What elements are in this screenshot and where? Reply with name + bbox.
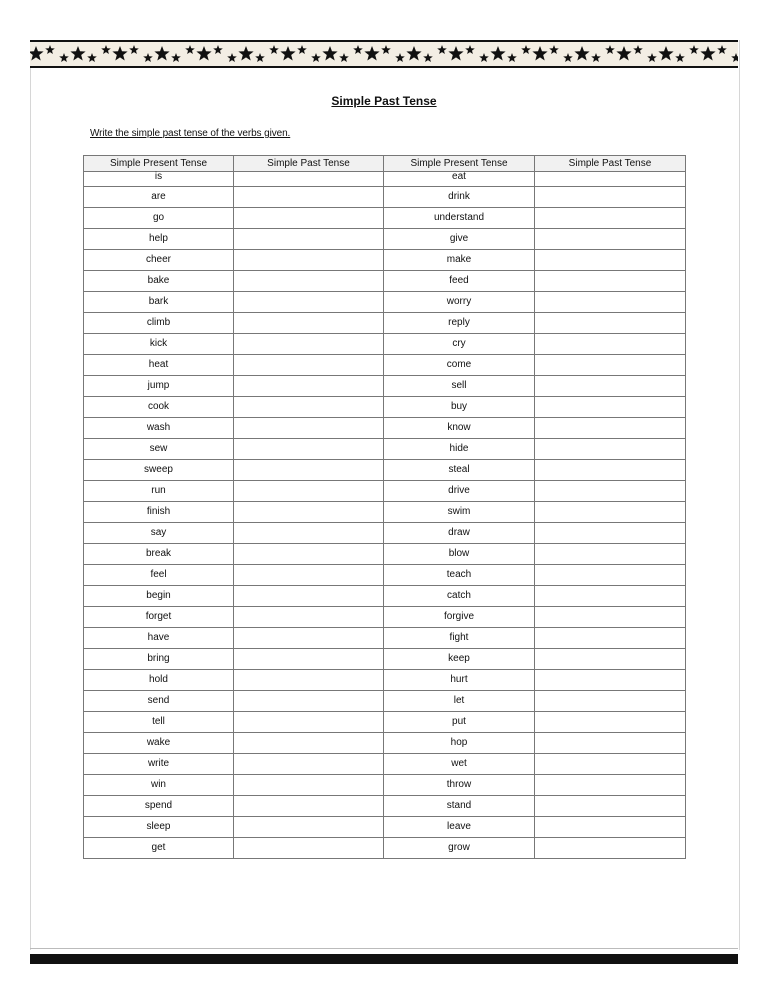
star-icon <box>185 45 195 54</box>
past-answer-cell[interactable] <box>234 376 384 397</box>
star-icon <box>45 45 55 54</box>
star-icon <box>59 53 69 62</box>
star-icon <box>143 53 153 62</box>
table-row <box>84 271 686 292</box>
star-icon <box>700 46 715 61</box>
past-answer-cell[interactable] <box>535 292 686 313</box>
table-row <box>84 460 686 481</box>
present-verb-cell: get <box>84 838 234 859</box>
past-answer-cell[interactable] <box>234 502 384 523</box>
present-verb-cell: keep <box>384 649 535 670</box>
stars-icon <box>30 42 738 66</box>
past-answer-cell[interactable] <box>234 691 384 712</box>
star-icon <box>616 46 631 61</box>
present-verb-cell: draw <box>384 523 535 544</box>
table-row <box>84 775 686 796</box>
star-icon <box>532 46 547 61</box>
star-icon <box>591 53 601 62</box>
past-answer-cell[interactable] <box>234 397 384 418</box>
past-answer-cell[interactable] <box>234 250 384 271</box>
table-row <box>84 586 686 607</box>
past-answer-cell[interactable] <box>535 397 686 418</box>
present-verb-cell: know <box>384 418 535 439</box>
past-answer-cell[interactable] <box>535 565 686 586</box>
present-verb-cell: hurt <box>384 670 535 691</box>
present-verb-cell: is <box>84 172 234 187</box>
table-row <box>84 523 686 544</box>
present-verb-cell: hide <box>384 439 535 460</box>
present-verb-cell: break <box>84 544 234 565</box>
present-verb-cell: write <box>84 754 234 775</box>
past-answer-cell[interactable] <box>535 817 686 838</box>
present-verb-cell: drink <box>384 187 535 208</box>
past-answer-cell[interactable] <box>535 775 686 796</box>
star-icon <box>647 53 657 62</box>
past-answer-cell[interactable] <box>535 439 686 460</box>
table-row <box>84 229 686 250</box>
star-icon <box>196 46 211 61</box>
present-verb-cell: leave <box>384 817 535 838</box>
header-present-2: Simple Present Tense <box>384 156 535 172</box>
star-icon <box>479 53 489 62</box>
past-answer-cell[interactable] <box>535 649 686 670</box>
star-icon <box>658 46 673 61</box>
present-verb-cell: drive <box>384 481 535 502</box>
past-answer-cell[interactable] <box>535 523 686 544</box>
present-verb-cell: bring <box>84 649 234 670</box>
present-verb-cell: bake <box>84 271 234 292</box>
past-answer-cell[interactable] <box>535 271 686 292</box>
instruction-text: Write the simple past tense of the verbs given. <box>90 128 291 139</box>
past-answer-cell[interactable] <box>234 712 384 733</box>
star-icon <box>689 45 699 54</box>
table-row <box>84 649 686 670</box>
verb-rows <box>84 172 686 859</box>
star-icon <box>675 53 685 62</box>
past-answer-cell[interactable] <box>535 355 686 376</box>
past-answer-cell[interactable] <box>535 754 686 775</box>
past-answer-cell[interactable] <box>535 796 686 817</box>
past-answer-cell[interactable] <box>234 229 384 250</box>
present-verb-cell: stand <box>384 796 535 817</box>
page-title: Simple Past Tense <box>331 94 437 108</box>
present-verb-cell: kick <box>84 334 234 355</box>
present-verb-cell: fight <box>384 628 535 649</box>
past-answer-cell[interactable] <box>535 733 686 754</box>
verb-table <box>83 155 686 859</box>
table-row <box>84 355 686 376</box>
table-row <box>84 172 686 187</box>
present-verb-cell: put <box>384 712 535 733</box>
past-answer-cell[interactable] <box>234 313 384 334</box>
table-row <box>84 334 686 355</box>
star-icon <box>395 53 405 62</box>
present-verb-cell: feel <box>84 565 234 586</box>
present-verb-cell: cry <box>384 334 535 355</box>
past-answer-cell[interactable] <box>234 172 384 187</box>
present-verb-cell: swim <box>384 502 535 523</box>
present-verb-cell: win <box>84 775 234 796</box>
header-past-1: Simple Past Tense <box>234 156 384 172</box>
present-verb-cell: cheer <box>84 250 234 271</box>
present-verb-cell: wet <box>384 754 535 775</box>
star-icon <box>574 46 589 61</box>
present-verb-cell: forgive <box>384 607 535 628</box>
past-answer-cell[interactable] <box>535 334 686 355</box>
star-icon <box>238 46 253 61</box>
present-verb-cell: make <box>384 250 535 271</box>
present-verb-cell: tell <box>84 712 234 733</box>
present-verb-cell: run <box>84 481 234 502</box>
table-row <box>84 208 686 229</box>
past-answer-cell[interactable] <box>234 586 384 607</box>
table-row <box>84 607 686 628</box>
table-row <box>84 628 686 649</box>
present-verb-cell: sweep <box>84 460 234 481</box>
table-row <box>84 397 686 418</box>
present-verb-cell: give <box>384 229 535 250</box>
present-verb-cell: buy <box>384 397 535 418</box>
present-verb-cell: hop <box>384 733 535 754</box>
star-icon <box>731 53 738 62</box>
present-verb-cell: finish <box>84 502 234 523</box>
star-icon <box>255 53 265 62</box>
present-verb-cell: climb <box>84 313 234 334</box>
table-row <box>84 376 686 397</box>
star-icon <box>171 53 181 62</box>
star-icon <box>311 53 321 62</box>
table-row <box>84 691 686 712</box>
star-icon <box>448 46 463 61</box>
past-answer-cell[interactable] <box>535 502 686 523</box>
star-icon <box>406 46 421 61</box>
past-answer-cell[interactable] <box>535 229 686 250</box>
past-answer-cell[interactable] <box>535 712 686 733</box>
header-present-1: Simple Present Tense <box>84 156 234 172</box>
past-answer-cell[interactable] <box>535 187 686 208</box>
table-row <box>84 418 686 439</box>
past-answer-cell[interactable] <box>234 460 384 481</box>
star-border-decoration <box>30 40 738 68</box>
star-icon <box>381 45 391 54</box>
present-verb-cell: hold <box>84 670 234 691</box>
past-answer-cell[interactable] <box>234 544 384 565</box>
table-row <box>84 250 686 271</box>
past-answer-cell[interactable] <box>535 628 686 649</box>
present-verb-cell: help <box>84 229 234 250</box>
star-icon <box>490 46 505 61</box>
present-verb-cell: reply <box>384 313 535 334</box>
past-answer-cell[interactable] <box>234 481 384 502</box>
past-answer-cell[interactable] <box>535 250 686 271</box>
present-verb-cell: teach <box>384 565 535 586</box>
present-verb-cell: wake <box>84 733 234 754</box>
table-row <box>84 817 686 838</box>
past-answer-cell[interactable] <box>234 187 384 208</box>
table-row <box>84 187 686 208</box>
star-icon <box>633 45 643 54</box>
star-icon <box>322 46 337 61</box>
present-verb-cell: are <box>84 187 234 208</box>
star-icon <box>269 45 279 54</box>
past-answer-cell[interactable] <box>234 607 384 628</box>
star-icon <box>423 53 433 62</box>
table-row <box>84 502 686 523</box>
star-icon <box>129 45 139 54</box>
past-answer-cell[interactable] <box>535 313 686 334</box>
star-icon <box>507 53 517 62</box>
present-verb-cell: send <box>84 691 234 712</box>
past-answer-cell[interactable] <box>535 418 686 439</box>
bottom-rule <box>30 948 738 949</box>
past-answer-cell[interactable] <box>535 208 686 229</box>
table-row <box>84 712 686 733</box>
star-icon <box>112 46 127 61</box>
past-answer-cell[interactable] <box>234 796 384 817</box>
past-answer-cell[interactable] <box>535 544 686 565</box>
present-verb-cell: steal <box>384 460 535 481</box>
star-icon <box>364 46 379 61</box>
star-icon <box>87 53 97 62</box>
present-verb-cell: go <box>84 208 234 229</box>
star-icon <box>70 46 85 61</box>
star-icon <box>280 46 295 61</box>
present-verb-cell: sell <box>384 376 535 397</box>
star-icon <box>549 45 559 54</box>
table-row <box>84 796 686 817</box>
past-answer-cell[interactable] <box>234 775 384 796</box>
star-icon <box>213 45 223 54</box>
table-header-row <box>84 156 686 172</box>
bottom-bar-decoration <box>30 954 738 964</box>
past-answer-cell[interactable] <box>234 817 384 838</box>
past-answer-cell[interactable] <box>234 670 384 691</box>
present-verb-cell: sew <box>84 439 234 460</box>
present-verb-cell: worry <box>384 292 535 313</box>
present-verb-cell: catch <box>384 586 535 607</box>
header-past-2: Simple Past Tense <box>535 156 686 172</box>
present-verb-cell: say <box>84 523 234 544</box>
star-icon <box>154 46 169 61</box>
star-icon <box>353 45 363 54</box>
past-answer-cell[interactable] <box>535 607 686 628</box>
star-icon <box>30 46 44 61</box>
star-icon <box>465 45 475 54</box>
past-answer-cell[interactable] <box>234 271 384 292</box>
present-verb-cell: begin <box>84 586 234 607</box>
star-icon <box>297 45 307 54</box>
present-verb-cell: throw <box>384 775 535 796</box>
past-answer-cell[interactable] <box>234 334 384 355</box>
past-answer-cell[interactable] <box>234 418 384 439</box>
table-row <box>84 544 686 565</box>
table-row <box>84 481 686 502</box>
past-answer-cell[interactable] <box>234 754 384 775</box>
past-answer-cell[interactable] <box>535 376 686 397</box>
present-verb-cell: understand <box>384 208 535 229</box>
star-icon <box>563 53 573 62</box>
past-answer-cell[interactable] <box>234 355 384 376</box>
present-verb-cell: let <box>384 691 535 712</box>
present-verb-cell: forget <box>84 607 234 628</box>
past-answer-cell[interactable] <box>234 439 384 460</box>
table-row <box>84 313 686 334</box>
table-row <box>84 733 686 754</box>
past-answer-cell[interactable] <box>234 838 384 859</box>
star-icon <box>437 45 447 54</box>
past-answer-cell[interactable] <box>234 292 384 313</box>
star-icon <box>101 45 111 54</box>
past-answer-cell[interactable] <box>234 523 384 544</box>
present-verb-cell: come <box>384 355 535 376</box>
present-verb-cell: bark <box>84 292 234 313</box>
star-icon <box>339 53 349 62</box>
past-answer-cell[interactable] <box>535 670 686 691</box>
present-verb-cell: cook <box>84 397 234 418</box>
past-answer-cell[interactable] <box>234 649 384 670</box>
present-verb-cell: grow <box>384 838 535 859</box>
present-verb-cell: blow <box>384 544 535 565</box>
past-answer-cell[interactable] <box>535 586 686 607</box>
past-answer-cell[interactable] <box>234 733 384 754</box>
past-answer-cell[interactable] <box>535 838 686 859</box>
past-answer-cell[interactable] <box>535 172 686 187</box>
table-row <box>84 838 686 859</box>
present-verb-cell: wash <box>84 418 234 439</box>
present-verb-cell: jump <box>84 376 234 397</box>
present-verb-cell: feed <box>384 271 535 292</box>
table-row <box>84 670 686 691</box>
past-answer-cell[interactable] <box>535 691 686 712</box>
star-icon <box>227 53 237 62</box>
past-answer-cell[interactable] <box>535 481 686 502</box>
table-row <box>84 565 686 586</box>
past-answer-cell[interactable] <box>234 565 384 586</box>
star-icon <box>605 45 615 54</box>
present-verb-cell: have <box>84 628 234 649</box>
present-verb-cell: heat <box>84 355 234 376</box>
table-row <box>84 292 686 313</box>
past-answer-cell[interactable] <box>535 460 686 481</box>
star-icon <box>717 45 727 54</box>
past-answer-cell[interactable] <box>234 628 384 649</box>
star-icon <box>521 45 531 54</box>
present-verb-cell: spend <box>84 796 234 817</box>
present-verb-cell: eat <box>384 172 535 187</box>
present-verb-cell: sleep <box>84 817 234 838</box>
table-row <box>84 439 686 460</box>
past-answer-cell[interactable] <box>234 208 384 229</box>
table-row <box>84 754 686 775</box>
